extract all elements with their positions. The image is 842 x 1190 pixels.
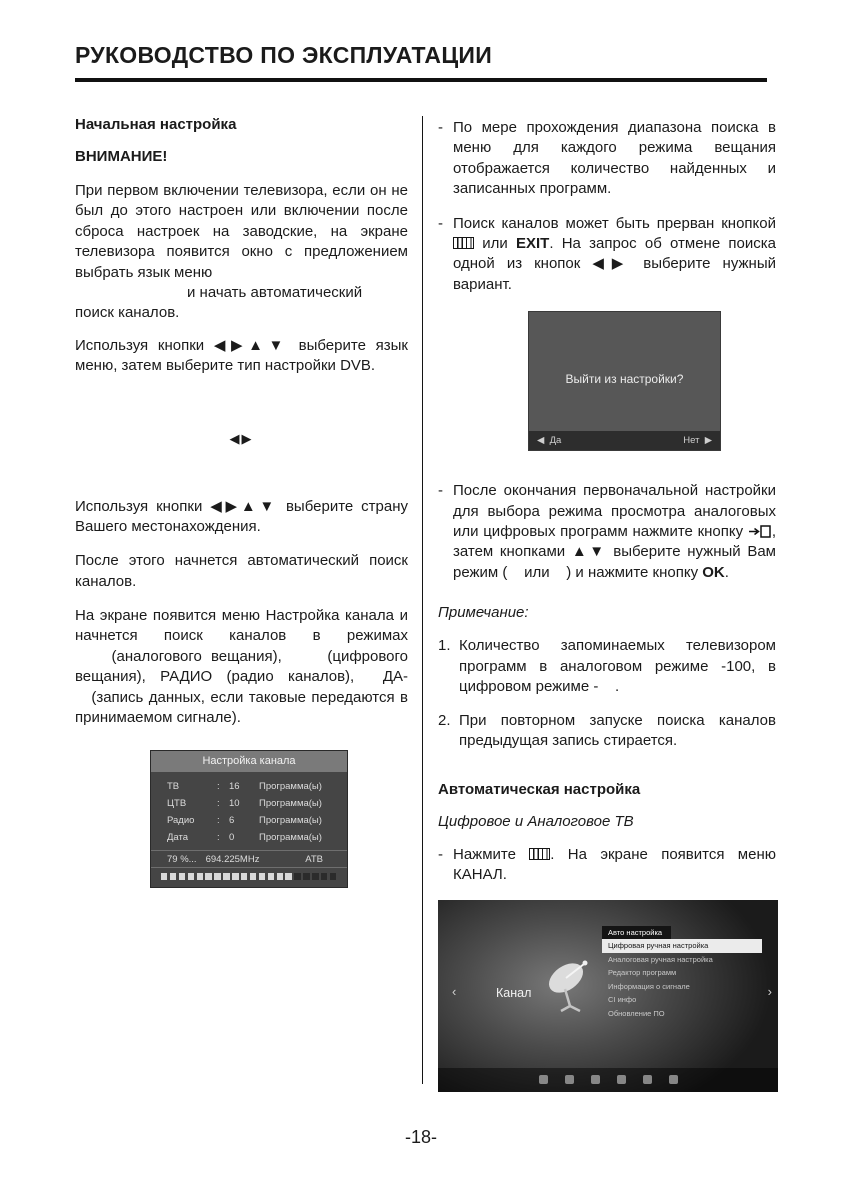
keys-language-paragraph: Используя кнопки ◀▶▲▼ выберите язык меню, затем выберите тип настройки DVB. bbox=[75, 336, 408, 375]
bullet-item bbox=[438, 845, 776, 886]
page-number: -18- bbox=[404, 1127, 437, 1147]
bullet2-text bbox=[453, 214, 776, 296]
row-count: 10 bbox=[229, 798, 240, 810]
bullet-dash: - bbox=[438, 482, 443, 500]
menu-button-icon bbox=[453, 237, 474, 249]
note-number: 1. bbox=[438, 637, 451, 655]
menu-item-software-update: Обновление ПО bbox=[608, 1008, 665, 1018]
row-unit: Программа(ы) bbox=[259, 798, 322, 810]
row-label: ЦТВ bbox=[167, 798, 187, 810]
sound-tab-icon bbox=[591, 1075, 600, 1084]
channel-setup-body bbox=[151, 772, 347, 887]
auto-bullet-post: . На экране появится меню КАНАЛ. bbox=[453, 845, 776, 884]
intro-paragraph-line2: и начать автоматический bbox=[187, 283, 363, 301]
bullet2-mid: или bbox=[474, 234, 516, 252]
channel-setup-title: Настройка канала bbox=[151, 751, 347, 772]
row-sep: : bbox=[217, 815, 220, 827]
row-sep: : bbox=[217, 798, 220, 810]
auto-setup-subtitle: Цифровое и Аналоговое ТВ bbox=[438, 813, 634, 831]
warning-title: ВНИМАНИЕ! bbox=[75, 148, 168, 165]
row-label: ТВ bbox=[167, 781, 180, 793]
row-sep: : bbox=[217, 781, 220, 793]
bullet2-post: . На запрос об отмене поиска одной из кнопок ◀▶ выберите нужный вариант. bbox=[453, 234, 776, 293]
header-rule bbox=[75, 78, 767, 82]
row-count: 6 bbox=[229, 815, 235, 827]
ok-key-label: OK bbox=[702, 563, 725, 581]
note-label: Примечание: bbox=[438, 604, 529, 622]
bullet3-mid: , затем кнопками ▲▼ выберите нужный Вам режим ( или ) и нажмите кнопку bbox=[453, 522, 776, 581]
menu-item-programme-edit: Редактор программ bbox=[608, 968, 677, 978]
intro-paragraph-line3: поиск каналов. bbox=[75, 304, 180, 322]
bullet3-post: . bbox=[724, 563, 729, 581]
left-column bbox=[75, 116, 408, 1084]
auto-bullet-text bbox=[453, 845, 776, 886]
row-count: 0 bbox=[229, 832, 235, 844]
bullet-dash: - bbox=[438, 119, 443, 136]
table-row bbox=[151, 795, 347, 812]
bullet3-text bbox=[453, 481, 776, 583]
keys-country-paragraph: Используя кнопки ◀▶▲▼ выберите страну Вашего местонахождения. bbox=[75, 497, 408, 535]
section-title: Начальная настройка bbox=[75, 116, 237, 133]
channel-tab-icon bbox=[539, 1075, 548, 1084]
note-text: Количество запоминаемых телевизором программ в аналоговом режиме -100, в цифровом режиме - . bbox=[459, 637, 776, 696]
row-unit: Программа(ы) bbox=[259, 815, 322, 827]
dialog-yes-option: ◀ Да bbox=[537, 435, 562, 447]
row-count: 16 bbox=[229, 781, 240, 793]
exit-dialog-question: Выйти из настройки? bbox=[565, 372, 684, 387]
menu-item-auto-tuning: Авто настройка bbox=[602, 926, 671, 940]
note-number: 2. bbox=[438, 711, 451, 729]
row-label: Дата bbox=[167, 832, 189, 844]
row-unit: Программа(ы) bbox=[259, 781, 322, 793]
note-item bbox=[438, 711, 776, 752]
channel-menu-screenshot bbox=[438, 900, 778, 1092]
search-percent: 79 %... bbox=[167, 853, 197, 865]
exit-dialog-screenshot bbox=[528, 311, 721, 451]
menu-item-dtv-manual-tuning: Цифровая ручная настройка bbox=[602, 939, 762, 953]
auto-start-paragraph: После этого начнется автоматический поиск каналов. bbox=[75, 552, 408, 590]
table-row bbox=[151, 812, 347, 829]
search-status-row bbox=[151, 850, 347, 868]
left-right-arrows-icon: ◀▶ bbox=[229, 430, 254, 446]
bullet-item bbox=[438, 118, 776, 200]
channel-menu-list bbox=[602, 926, 762, 1021]
bullet1-text: По мере прохождения диапазона поиска в меню для каждого режима вещания отображается количество найденных и записанных программ. bbox=[453, 119, 776, 198]
search-mode: АТВ bbox=[305, 853, 323, 865]
note-text: При повторном запуске поиска каналов предыдущая запись стирается. bbox=[459, 711, 776, 750]
bullet2-pre: Поиск каналов может быть прерван кнопкой bbox=[453, 214, 776, 232]
table-row bbox=[151, 829, 347, 846]
auto-bullet-pre: Нажмите bbox=[453, 845, 530, 863]
bullet-item bbox=[438, 214, 776, 296]
menu-item-ci-information: CI инфо bbox=[608, 995, 637, 1005]
bullet-dash: - bbox=[438, 845, 443, 863]
table-row bbox=[151, 778, 347, 795]
menu-item-signal-information: Информация о сигнале bbox=[608, 981, 690, 991]
setup-tab-icon bbox=[669, 1075, 678, 1084]
picture-tab-icon bbox=[565, 1075, 574, 1084]
search-frequency: 694.225MHz bbox=[205, 853, 260, 865]
exit-dialog-options-bar bbox=[529, 431, 720, 450]
auto-setup-title: Автоматическая настройка bbox=[438, 781, 641, 799]
bullet3-pre: После окончания первоначальной настройки для выбора режима просмотра аналоговых или цифровых программ нажмите кнопку bbox=[453, 482, 776, 540]
dialog-no-option: Нет ▶ bbox=[683, 435, 712, 447]
menu-tab-bar bbox=[438, 1068, 778, 1092]
search-progress-bar bbox=[151, 868, 347, 880]
time-tab-icon bbox=[617, 1075, 626, 1084]
lock-tab-icon bbox=[643, 1075, 652, 1084]
row-sep: : bbox=[217, 832, 220, 844]
menu-description-paragraph: На экране появится меню Настройка канала и начнется поиск каналов в режимах (аналогового вещания), (цифрового вещания), РАДИО (радио каналов), ДА- (запись данных, если таковые передаются в принимаемом сигнале). bbox=[75, 607, 408, 727]
bullet-item bbox=[438, 481, 776, 583]
nav-right-arrow-icon: › bbox=[767, 983, 772, 999]
intro-paragraph: При первом включении телевизора, если он не был до этого настроен или включении после сброса настроек на заводские, на экране телевизора появится окно с предложением выбрать язык меню bbox=[75, 182, 408, 281]
menu-button-icon bbox=[529, 848, 550, 860]
column-divider bbox=[422, 116, 423, 1084]
channel-setup-screenshot bbox=[150, 750, 348, 888]
note-item bbox=[438, 636, 776, 697]
row-unit: Программа(ы) bbox=[259, 832, 322, 844]
row-label: Радио bbox=[167, 815, 195, 827]
right-column bbox=[438, 116, 776, 1084]
exit-key-label: EXIT bbox=[515, 234, 550, 252]
bullet-dash: - bbox=[438, 214, 443, 232]
two-column-layout bbox=[75, 116, 778, 1084]
manual-header bbox=[75, 42, 767, 82]
satellite-dish-icon bbox=[540, 954, 604, 1014]
source-button-icon bbox=[748, 525, 772, 538]
page-title: РУКОВОДСТВО ПО ЭКСПЛУАТАЦИИ bbox=[75, 42, 493, 68]
nav-left-arrow-icon: ‹ bbox=[452, 983, 457, 999]
menu-item-atv-manual-tuning: Аналоговая ручная настройка bbox=[608, 954, 713, 964]
channel-menu-label: Канал bbox=[496, 985, 532, 1000]
